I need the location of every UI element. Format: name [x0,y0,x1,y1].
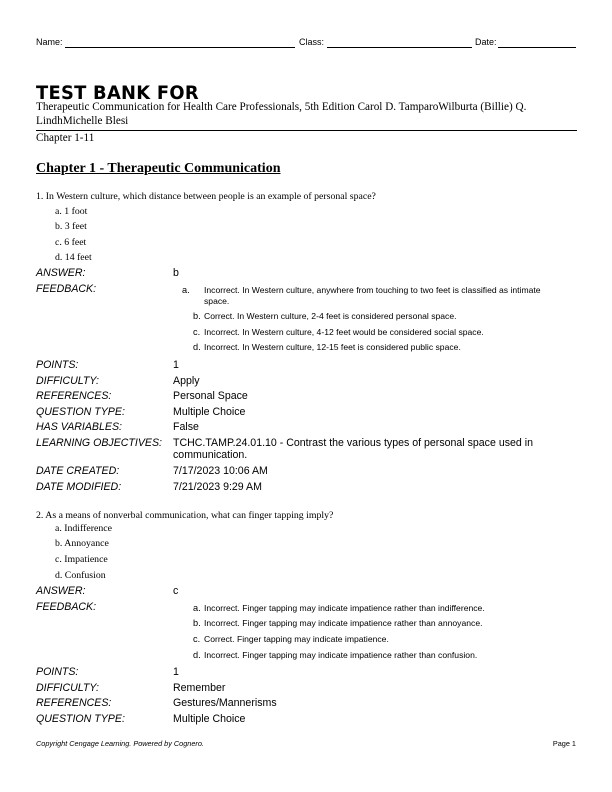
class-label: Class: [299,37,325,47]
chapter-range: Chapter 1-11 [36,132,95,144]
date-field[interactable] [498,47,576,48]
date-modified-label: DATE MODIFIED: [36,481,122,493]
question-2-references: Gestures/Mannerisms [173,697,277,709]
points-label: POINTS: [36,666,79,678]
difficulty-label: DIFFICULTY: [36,682,99,694]
question-1-feedback-d: d. Incorrect. In Western culture, 12-15 feet is considered public space. [193,342,461,352]
answer-label: ANSWER: [36,585,86,597]
learning-objectives-label: LEARNING OBJECTIVES: [36,437,162,449]
student-info-header [36,37,576,51]
question-1-type: Multiple Choice [173,406,246,418]
footer-copyright: Copyright Cengage Learning. Powered by Cognero. [36,739,204,748]
question-2-answer: c [173,585,179,597]
question-1-feedback-a: a. Incorrect. In Western culture, anywhere from touching to two feet is classified as intimate space. [182,285,541,306]
question-1-feedback-b: b. Correct. In Western culture, 2-4 feet is considered personal space. [193,311,457,321]
feedback-label: FEEDBACK: [36,601,97,613]
question-1-date-created: 7/17/2023 10:06 AM [173,465,268,477]
question-2-feedback-a: a. Incorrect. Finger tapping may indicate impatience rather than indifference. [193,603,485,613]
question-type-label: QUESTION TYPE: [36,406,125,418]
question-1-has-variables: False [173,421,199,433]
question-2-points: 1 [173,666,179,678]
question-2-feedback-d: d. Incorrect. Finger tapping may indicate impatience rather than confusion. [193,650,478,660]
class-field[interactable] [327,47,472,48]
question-1-date-modified: 7/21/2023 9:29 AM [173,481,262,493]
name-label: Name: [36,37,63,47]
chapter-heading: Chapter 1 - Therapeutic Communication [36,161,281,176]
points-label: POINTS: [36,359,79,371]
question-1-answer: b [173,267,179,279]
question-2-feedback-c: c. Correct. Finger tapping may indicate impatience. [193,634,389,644]
difficulty-label: DIFFICULTY: [36,375,99,387]
footer-page-number: Page 1 [552,739,576,748]
references-label: REFERENCES: [36,697,112,709]
question-2-feedback-b: b. Incorrect. Finger tapping may indicate impatience rather than annoyance. [193,618,483,628]
question-2-option-a: a. Indifference [55,523,112,534]
question-1-option-a: a. 1 foot [55,206,88,217]
name-field[interactable] [65,47,295,48]
has-variables-label: HAS VARIABLES: [36,421,122,433]
question-type-label: QUESTION TYPE: [36,713,125,725]
question-1-references: Personal Space [173,390,248,402]
feedback-label: FEEDBACK: [36,283,97,295]
question-1-learning-objectives: TCHC.TAMP.24.01.10 - Contrast the various types of personal space used in communication. [173,437,533,461]
question-1-option-d: d. 14 feet [55,252,92,263]
date-label: Date: [475,37,497,47]
references-label: REFERENCES: [36,390,112,402]
question-1-feedback-c: c. Incorrect. In Western culture, 4-12 feet would be considered social space. [193,327,484,337]
question-2-difficulty: Remember [173,682,226,694]
book-title: Therapeutic Communication for Health Care Professionals, 5th Edition Carol D. TamparoWilburta (Billie) Q. LindhMichelle Blesi [36,101,527,127]
question-2-type: Multiple Choice [173,713,246,725]
question-2-stem: 2. As a means of nonverbal communication, what can finger tapping imply? [36,510,334,521]
question-2-option-b: b. Annoyance [55,538,109,549]
question-1-option-c: c. 6 feet [55,237,87,248]
question-1-points: 1 [173,359,179,371]
question-1-difficulty: Apply [173,375,200,387]
question-1-stem: 1. In Western culture, which distance between people is an example of personal space? [36,191,376,202]
title-divider [36,130,577,131]
question-2-option-d: d. Confusion [55,570,106,581]
page-title: TEST BANK FOR [36,82,199,104]
question-1-option-b: b. 3 feet [55,221,87,232]
question-2-option-c: c. Impatience [55,554,108,565]
answer-label: ANSWER: [36,267,86,279]
date-created-label: DATE CREATED: [36,465,120,477]
